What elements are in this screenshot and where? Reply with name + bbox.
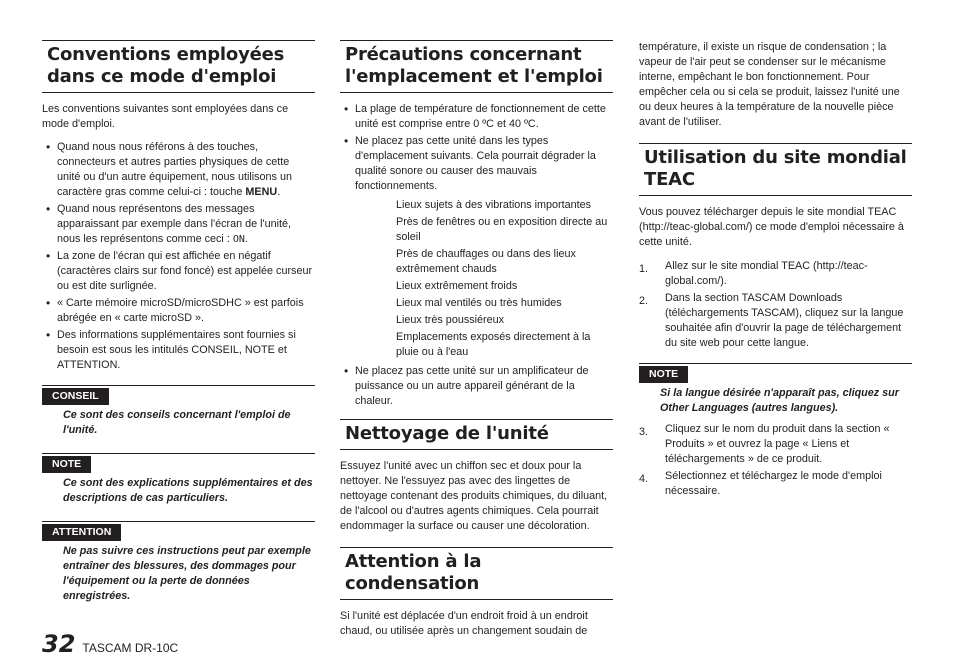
cleaning-text: Essuyez l'unité avec un chiffon sec et doux pour la nettoyer. Ne l'essuyez pas avec des lingettes de nettoyage contenant des produits chimiques, du diluant, de l'alcool ou d'autres agents chimiques. Cela pourrait endommager la surface ou causer une décoloration. [340,460,608,532]
list-item: • Ne placez pas cette unité sur un amplificateur de puissance ou un autre appareil générant de la chaleur. [340,364,613,409]
steps-list-a [639,259,912,351]
note-text: Si la langue désirée n'apparaît pas, cliquez sur Other Languages (autres langues). [660,387,899,414]
step-number: 1. [639,263,649,275]
column-conventions [42,40,315,604]
bullet-punct: . [244,233,248,245]
condensation-text: Si l'unité est déplacée d'un endroit froid à un endroit chaud, ou utilisée après un changement soudain de [340,610,588,637]
page-footer [42,630,178,658]
steps-list-b [639,422,912,499]
list-item [340,134,613,360]
section-title-condensation: Attention à la condensation [340,547,613,600]
step-item [639,291,912,351]
precautions-list [340,102,613,409]
product-name: TASCAM DR-10C [82,641,179,655]
sublist-item: Lieux mal ventilés ou très humides [396,297,562,309]
section-title-teac-site: Utilisation du site mondial TEAC [639,143,912,196]
list-item [42,202,315,247]
note-label: NOTE [42,456,91,473]
column-teac-site [639,40,912,501]
sublist-item: Près de chauffages ou dans des lieux extrêmement chauds [396,248,576,275]
list-item [42,140,315,200]
section-title-precautions: Précautions concernant l'emplacement et l'emploi [340,40,613,93]
sublist-item: Emplacements exposés directement à la pluie ou à l'eau [396,331,591,358]
note-label: NOTE [639,366,688,383]
attention-text: Ne pas suivre ces instructions peut par exemple entraîner des blessures, des dommages pour l'équipement ou la perte de données enregistrées. [63,545,311,602]
page-number: 32 [42,630,76,658]
step-item [639,469,912,499]
condensation-continued: température, il existe un risque de condensation ; la vapeur de l'air peut se condenser sur le mécanisme interne, empêchant le bon fonctionnement. Pour empêcher cela ou si cela se produit, laissez l'unité une ou deux heures à la température de la nouvelle pièce avant de l'utiliser. [639,41,900,128]
sublist-item: Lieux sujets à des vibrations importantes [396,199,592,211]
column-precautions [340,40,613,639]
step-text: Sélectionnez et téléchargez le mode d'emploi nécessaire. [665,470,882,497]
sublist-item: Lieux très poussiéreux [396,314,505,326]
step-text: Dans la section TASCAM Downloads (téléchargements TASCAM), cliquez sur la langue souhaitée afin d'ouvrir la page de téléchargement du site web pour cette langue. [665,292,904,349]
sublist-item: Près de fenêtres ou en exposition directe au soleil [396,216,608,243]
conventions-list [42,140,315,373]
list-item: • « Carte mémoire microSD/microSDHC » est parfois abrégée en « carte microSD ». [42,296,315,326]
list-item: • La plage de température de fonctionnement de cette unité est comprise entre 0 ºC et 40 ºC. [340,102,613,132]
menu-key-label: MENU [245,186,278,198]
teac-site-intro: Vous pouvez télécharger depuis le site mondial TEAC (http://teac-global.com/) ce mode d'emploi nécessaire à cette unité. [639,206,904,248]
list-item: • Des informations supplémentaires sont fournies si besoin est sous les intitulés CONSEIL, NOTE et ATTENTION. [42,328,315,373]
conseil-text: Ce sont des conseils concernant l'emploi de l'unité. [63,409,291,436]
bullet-text: Quand nous représentons des messages apparaissant par exemple dans l'écran de l'unité, nous les représentons comme ceci : [57,203,291,245]
section-title-cleaning: Nettoyage de l'unité [340,419,613,450]
note-text: Ce sont des explications supplémentaires et des descriptions de cas particuliers. [63,477,313,504]
display-message-example: ON [232,234,245,245]
note-box [42,453,315,506]
list-item: • La zone de l'écran qui est affichée en négatif (caractères clairs sur fond foncé) est appelée curseur ou est dite surlignée. [42,249,315,294]
location-sublist [355,198,613,360]
section-title-conventions: Conventions employées dans ce mode d'emploi [42,40,315,93]
step-number: 2. [639,295,649,307]
step-text: Allez sur le site mondial TEAC (http://teac-global.com/). [665,260,868,287]
attention-box [42,521,315,604]
bullet-text: Ne placez pas cette unité dans les types d'emplacement suivants. Cela pourrait dégrader la qualité sonore ou causer des mauvais fonctionnements. [355,135,596,192]
conventions-intro: Les conventions suivantes sont employées dans ce mode d'emploi. [42,103,289,130]
step-item [639,422,912,467]
step-text: Cliquez sur le nom du produit dans la section « Produits » et ouvrez la page « Liens et téléchargements » de ce produit. [665,423,890,465]
conseil-label: CONSEIL [42,388,109,405]
bullet-punct: . [277,186,281,198]
step-number: 4. [639,473,649,485]
step-item [639,259,912,289]
sublist-item: Lieux extrêmement froids [396,280,518,292]
note-box [639,363,912,416]
conseil-box [42,385,315,438]
attention-label: ATTENTION [42,524,121,541]
step-number: 3. [639,426,649,438]
bullet-text: Quand nous nous référons à des touches, connecteurs et autres parties physiques de cette unité ou d'un autre équipement, nous utilisons un caractère gras comme celui-ci : touche [57,141,292,198]
